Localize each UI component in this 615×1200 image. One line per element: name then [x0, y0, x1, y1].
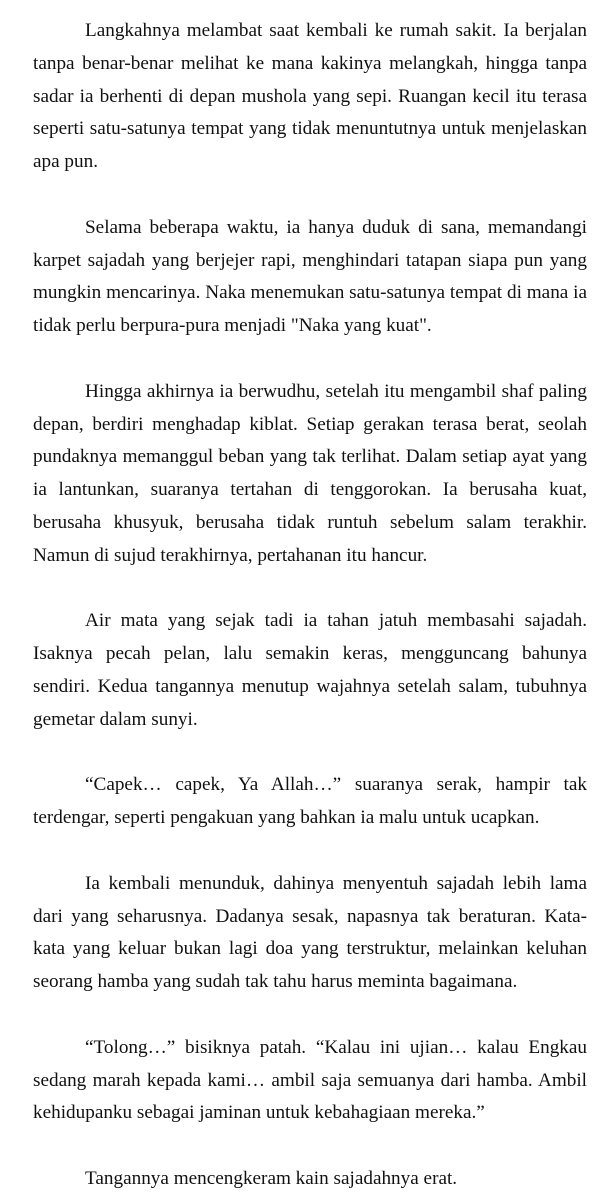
- paragraph: “Capek… capek, Ya Allah…” suaranya serak, hampir tak terdengar, seperti pengakuan yang bahkan ia malu untuk ucapkan.: [33, 774, 587, 829]
- paragraph: Tangannya mencengkeram kain sajadahnya erat.: [85, 1167, 458, 1189]
- paragraph: Selama beberapa waktu, ia hanya duduk di sana, memandangi karpet sajadah yang berjejer rapi, menghindari tatapan siapa pun yang mungkin mencarinya. Naka menemukan satu-satunya tempat di mana ia tidak perlu berpura-pura menjadi "Naka yang kuat".: [33, 216, 587, 337]
- paragraph: Langkahnya melambat saat kembali ke rumah sakit. Ia berjalan tanpa benar-benar melihat ke mana kakinya melangkah, hingga tanpa sadar ia berhenti di depan mushola yang sepi. Ruangan kecil itu terasa seperti satu-satunya tempat yang tidak menuntutnya untuk menjelaskan apa pun.: [33, 20, 587, 173]
- paragraph: “Tolong…” bisiknya patah. “Kalau ini ujian… kalau Engkau sedang marah kepada kami… ambil saja semuanya dari hamba. Ambil kehidupanku sebagai jaminan untuk kebahagiaan mereka.”: [33, 1036, 587, 1124]
- paragraph: Ia kembali menunduk, dahinya menyentuh sajadah lebih lama dari yang seharusnya. Dadanya sesak, napasnya tak beraturan. Kata-kata yang keluar bukan lagi doa yang terstruktur, melainkan keluhan seorang hamba yang sudah tak tahu harus meminta bagaimana.: [33, 872, 587, 993]
- paragraph: Hingga akhirnya ia berwudhu, setelah itu mengambil shaf paling depan, berdiri menghadap kiblat. Setiap gerakan terasa berat, seolah pundaknya memanggul beban yang tak terlihat. Dalam setiap ayat yang ia lantunkan, suaranya tertahan di tenggorokan. Ia berusaha kuat, berusaha khusyuk, berusaha tidak runtuh sebelum salam terakhir. Namun di sujud terakhirnya, pertahanan itu hancur.: [33, 380, 587, 566]
- paragraph: Air mata yang sejak tadi ia tahan jatuh membasahi sajadah. Isaknya pecah pelan, lalu semakin keras, mengguncang bahunya sendiri. Kedua tangannya menutup wajahnya setelah salam, tubuhnya gemetar dalam sunyi.: [33, 610, 587, 730]
